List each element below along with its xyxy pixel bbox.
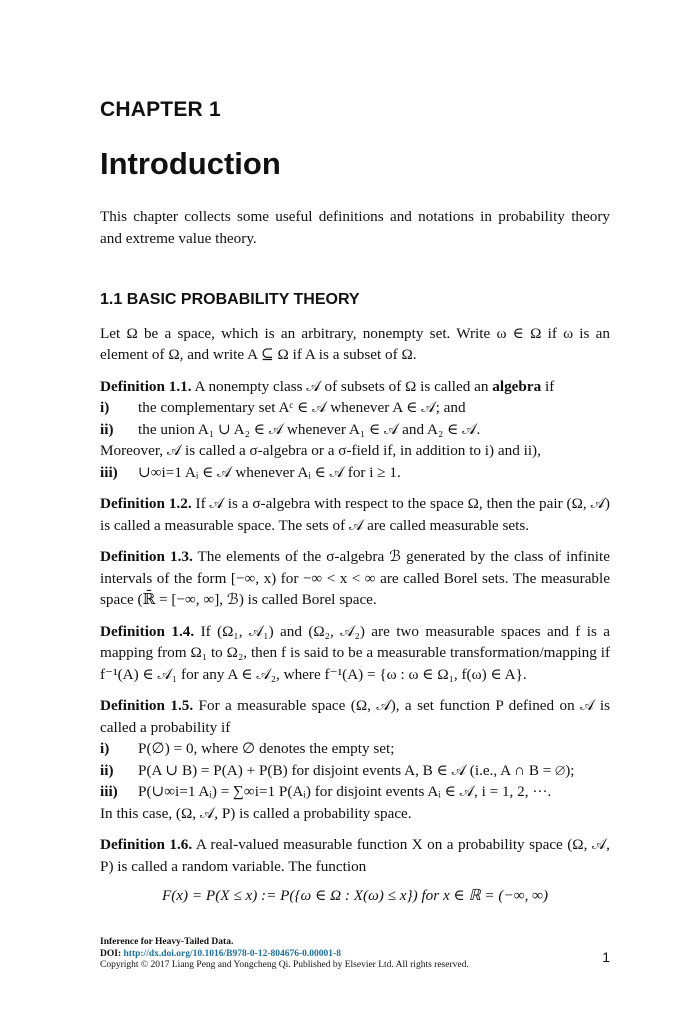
definition-text: A nonempty class 𝒜 of subsets of Ω is called an [194,377,489,395]
definition-1-3 [100,546,610,611]
chapter-intro: This chapter collects some useful definitions and notations in probability theory and extreme value theory. [100,208,610,247]
doi-link[interactable]: http://dx.doi.org/10.1016/B978-0-12-804676-0.00001-8 [123,948,341,959]
definition-heading: Definition 1.6. [100,836,193,853]
definition-text: For a measurable space (Ω, 𝒜), a set function P defined on 𝒜 is called a probability if [100,697,610,736]
book-title: Inference for Heavy-Tailed Data. [100,937,234,947]
definition-heading: Definition 1.4. [100,622,195,640]
doi-line: DOI: http://dx.doi.org/10.1016/B978-0-12-804676-0.00001-8 [100,948,341,959]
definition-1-6 [100,834,610,907]
definition-heading: Definition 1.5. [100,697,194,714]
section-heading: 1.1 BASIC PROBABILITY THEORY [100,291,360,308]
definition-1-5 [100,695,610,824]
definition-heading: Definition 1.3. [100,548,193,565]
formula-cdf: F(x) = P(X ≤ x) := P({ω ∈ Ω : X(ω) ≤ x}) for x ∈ ℝ = (−∞, ∞) [161,887,549,904]
list-item: i) P(∅) = 0, where ∅ denotes the empty set; [100,740,395,757]
definition-heading: Definition 1.1. [100,377,192,395]
definition-1-1 [100,376,610,484]
body-text [100,206,610,907]
page-number: 1 [602,949,610,965]
chapter-label: CHAPTER 1 [100,98,221,121]
definition-1-2 [100,493,610,536]
list-item: i) the complementary set Aᶜ ∈ 𝒜 whenever A ∈ 𝒜; and [100,399,466,416]
paragraph-space: Let Ω be a space, which is an arbitrary, nonempty set. Write ω ∈ Ω if ω is an element of Ω, and write A ⊆ Ω if A is a subset of Ω. [100,324,610,363]
list-item: ii) P(A ∪ B) = P(A) + P(B) for disjoint events A, B ∈ 𝒜 (i.e., A ∩ B = ∅); [100,761,575,779]
definition-text: In this case, (Ω, 𝒜, P) is called a probability space. [100,804,412,822]
definition-term: algebra [492,377,542,395]
definition-text: if [544,377,555,395]
definition-text: A real-valued measurable function X on a probability space (Ω, 𝒜, P) is called a random variable. The function [100,836,610,875]
list-item: iii) P(∪∞i=1 Aᵢ) = ∑∞i=1 P(Aᵢ) for disjoint events Aᵢ ∈ 𝒜, i = 1, 2, ···. [100,783,552,800]
definition-text: If 𝒜 is a σ-algebra with respect to the space Ω, then the pair (Ω, 𝒜) is called a measurable space. The sets of 𝒜 are called measurable sets. [100,495,610,534]
definition-text: The elements of the σ-algebra ℬ generated by the class of infinite intervals of the form [−∞, x) for −∞ < x < ∞ are called Borel sets. The measurable space (ℝ̄ = [−∞, ∞], ℬ) is called Borel space. [100,548,610,608]
definition-heading: Definition 1.2. [100,495,192,512]
copyright: Copyright © 2017 Liang Peng and Yongcheng Qi. Published by Elsevier Ltd. All rights reserved. [100,960,469,970]
list-item: ii) the union A₁ ∪ A₂ ∈ 𝒜 whenever A₁ ∈ 𝒜 and A₂ ∈ 𝒜. [100,420,481,438]
definition-1-4 [100,621,610,686]
definition-text: If (Ω₁, 𝒜₁) and (Ω₂, 𝒜₂) are two measurable spaces and f is a mapping from Ω₁ to Ω₂, then f is said to be a measurable transformation/mapping if f⁻¹(A) ∈ 𝒜₁ for any A ∈ 𝒜₂, where f⁻¹(A) = {ω : ω ∈ Ω₁, f(ω) ∈ A}. [100,622,611,683]
chapter-title: Introduction [100,146,281,181]
footer [100,937,610,972]
definition-text: Moreover, 𝒜 is called a σ-algebra or a σ-field if, in addition to i) and ii), [100,442,541,459]
list-item: iii) ∪∞i=1 Aᵢ ∈ 𝒜 whenever Aᵢ ∈ 𝒜 for i ≥ 1. [100,463,401,481]
